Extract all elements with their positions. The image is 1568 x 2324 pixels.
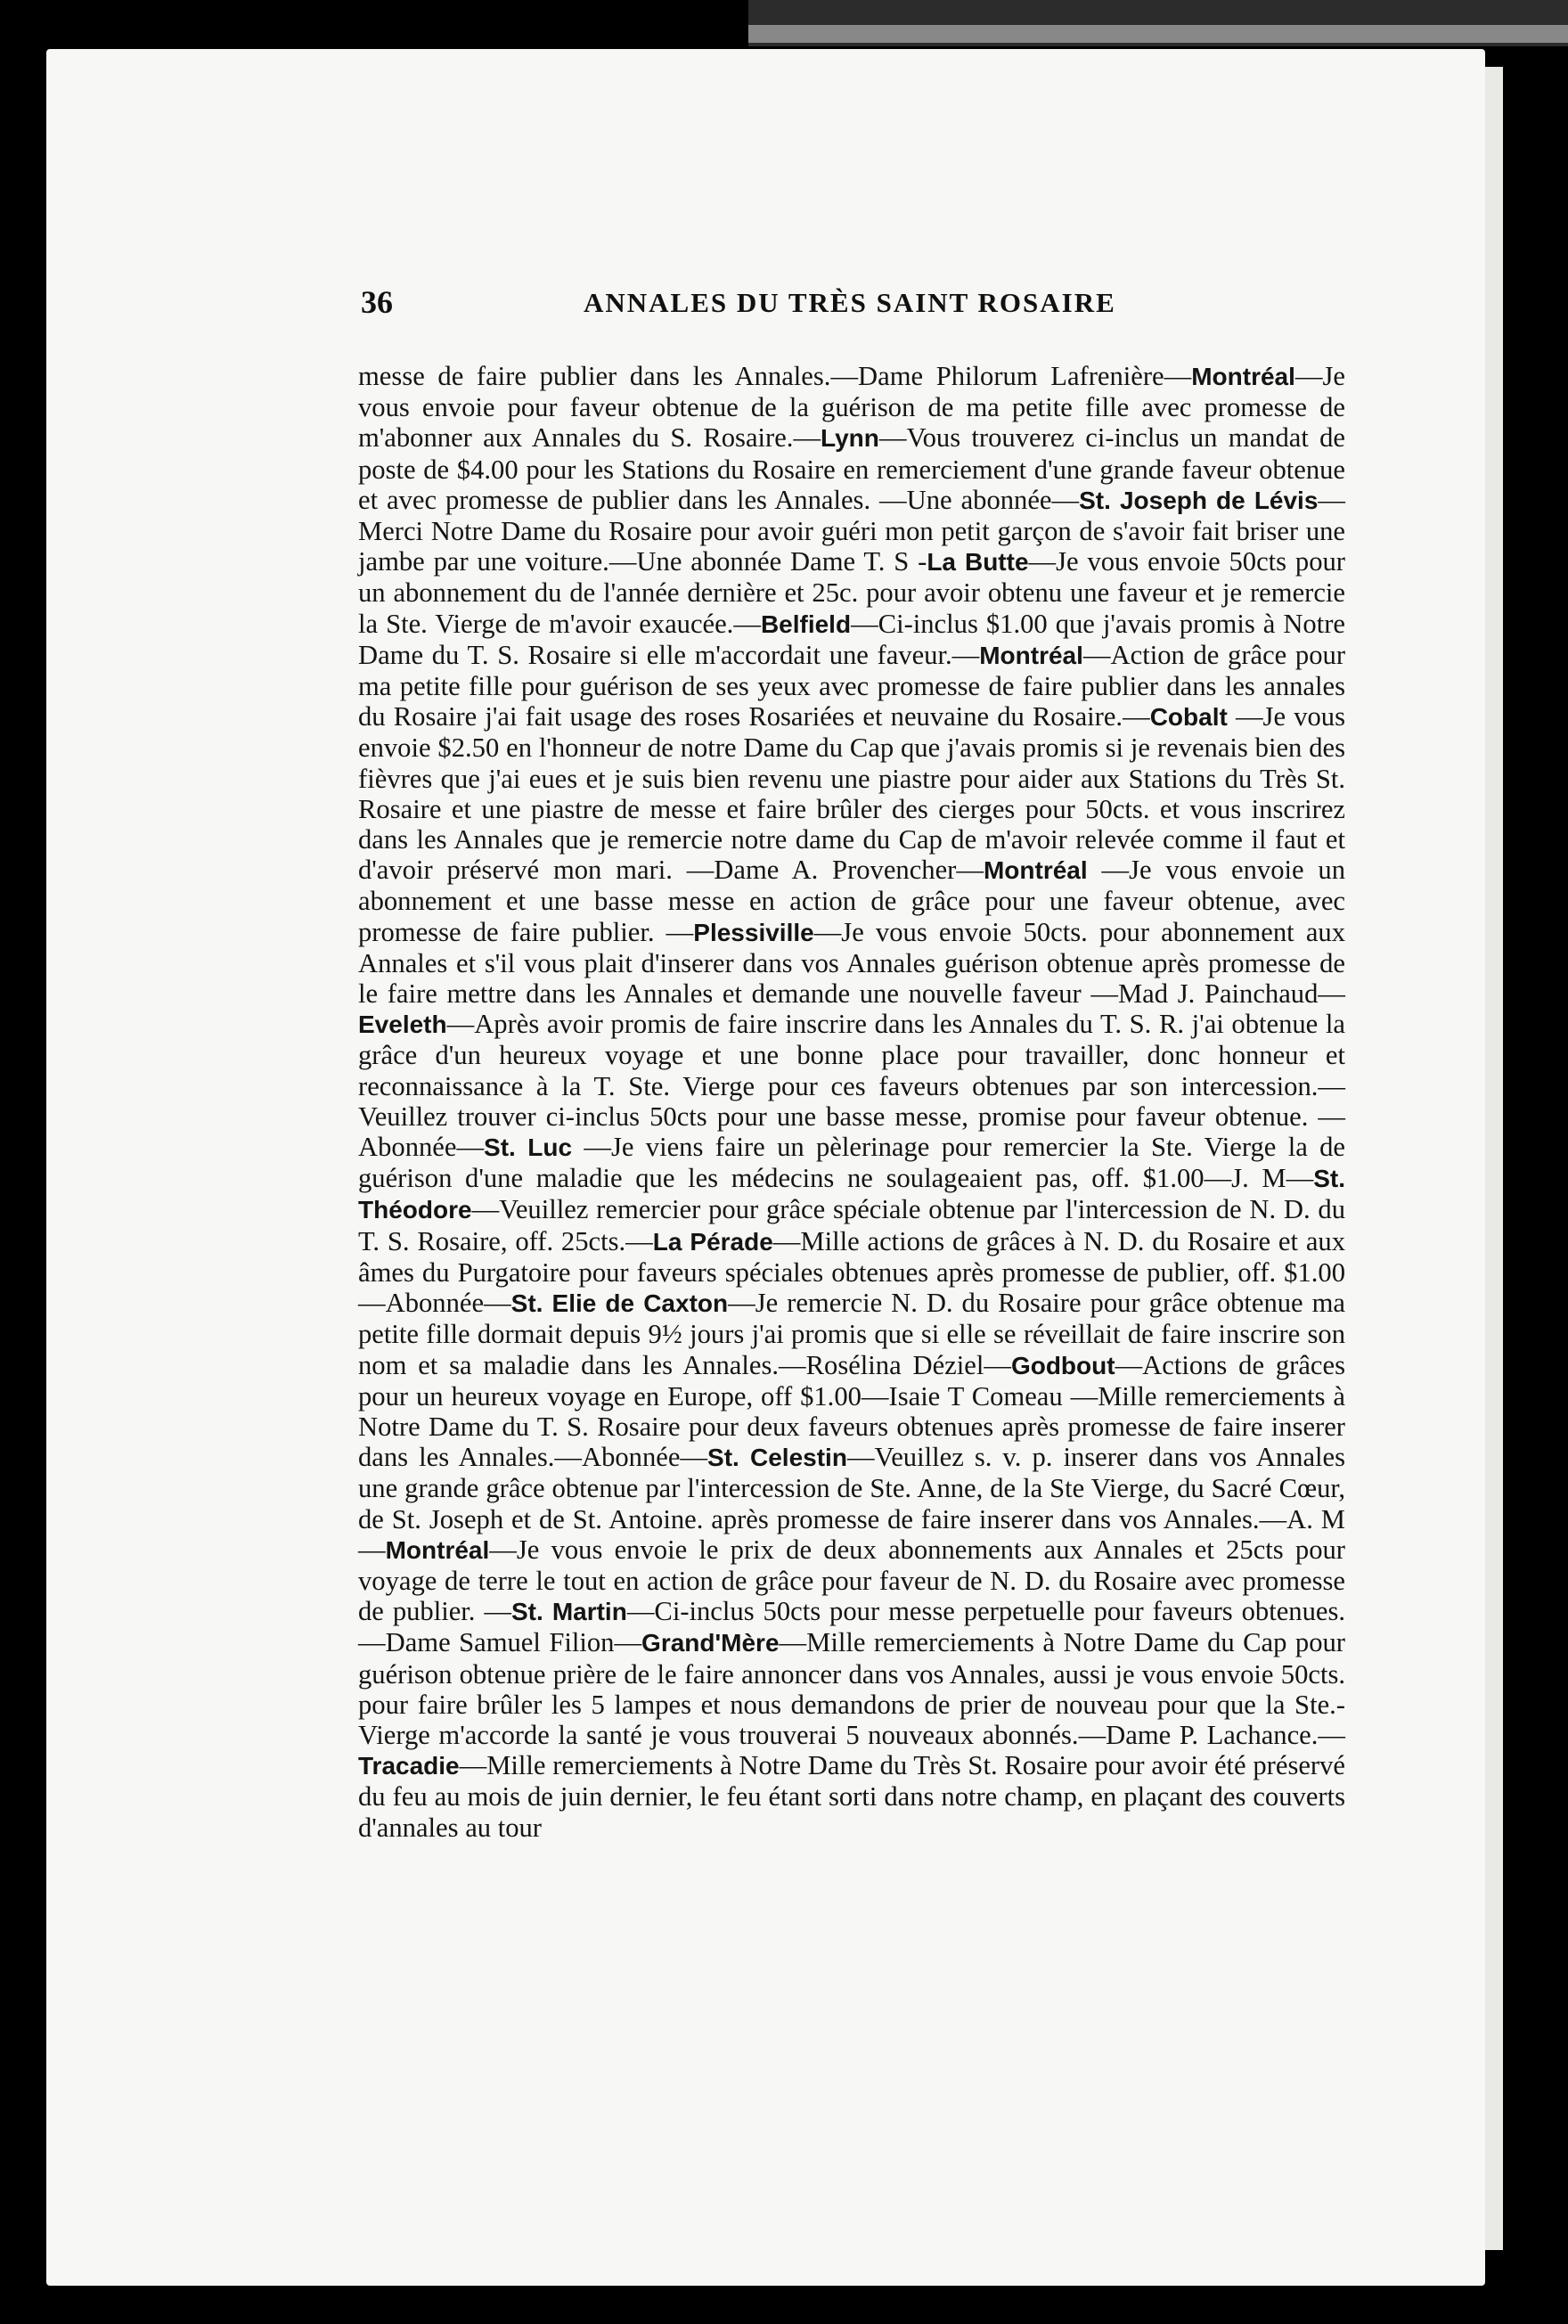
text-run: —Mille remerciements à Notre Dame du Cap pour guérison obtenue prière de le faire annoncer dans vos Annales, aussi je vous envoie 50cts. pour faire brûler les 5 lampes et nous demandons de prier de nouveau pour que la Ste.-Vierge m'accorde la santé je vous trouverai 5 nouveaux abonnés.—Dame P. Lachance.— — [358, 1627, 1345, 1750]
place-name: Montréal — [983, 856, 1088, 885]
place-name: La Pérade — [652, 1227, 773, 1256]
text-run: —Vous trouverez ci-inclus un mandat de poste de $4.00 pour les Stations du Rosaire en remerciement d'une grande faveur obtenue et avec promesse de publier dans les Annales. —Une abonnée— — [358, 422, 1345, 515]
place-name: Montréal — [979, 641, 1083, 669]
book-spine-highlight — [748, 25, 1568, 43]
text-run: —Ci-inclus 50cts pour messe perpetuelle pour faveurs obtenues.—Dame Samuel Filion— — [358, 1596, 1345, 1658]
place-name: St. Martin — [510, 1598, 627, 1626]
text-run: —Je vous envoie 50cts. pour abonnement aux Annales et s'il vous plait d'inserer dans vos Annales guérison obtenue après promesse de le faire mettre dans les Annales et demande une nouvelle faveur —Mad J. Painchaud— — [358, 916, 1346, 1010]
text-run: — Merci Notre Dame du Rosaire pour avoir guéri mon petit garçon de s'avoir fait briser une jambe par une voiture.—Une abonnée Dame T. S - — [358, 484, 1346, 577]
text-run: messe de faire publier dans les Annales.—Dame Philorum Lafrenière— — [358, 361, 1192, 391]
running-title: ANNALES DU TRÈS SAINT ROSAIRE — [584, 287, 1116, 318]
text-run: —Ci-inclus $1.00 que j'avais promis à Notre Dame du T. S. Rosaire si elle m'accordait une faveur.— — [358, 608, 1345, 670]
place-name: Plessiville — [693, 918, 814, 946]
place-name: St. Théodore — [358, 1165, 1345, 1224]
text-run: —Je remercie N. D. du Rosaire pour grâce obtenue ma petite fille dormait depuis 9½ jours j'ai promis que si elle se réveillait de faire inscrire son nom et sa maladie dans les Annales.—Rosélina Déziel— — [358, 1288, 1345, 1380]
place-name: Cobalt — [1149, 703, 1228, 732]
body-text — [358, 361, 1345, 1843]
page-header — [361, 283, 1354, 328]
text-run: —Je vous envoie 50cts pour un abonnement du de l'année dernière et 25c. pour avoir obtenu une faveur et je remercie la Ste. Vierge de m'avoir exaucée.— — [358, 546, 1345, 639]
place-name: Lynn — [821, 424, 879, 453]
page-number: 36 — [361, 284, 393, 320]
text-run: —Je vous envoie un abonnement et une basse messe en action de grâce pour une faveur obtenue, avec promesse de faire publier. — — [358, 855, 1345, 947]
text-run: —Après avoir promis de faire inscrire dans les Annales du T. S. R. j'ai obtenue la grâce d'un heureux voyage et une bonne place pour travailler, donc honneur et reconnaissance à la T. Ste. Vierge pour ces faveurs obtenues par son intercession.—Veuillez trouver ci-inclus 50cts pour une basse messe, promise pour faveur obtenue. —Abonnée— — [358, 1009, 1345, 1163]
place-name: Eveleth — [358, 1011, 447, 1039]
place-name: Godbout — [1010, 1351, 1115, 1379]
place-name: St. Joseph de Lévis — [1079, 486, 1319, 514]
text-run: —Veuillez remercier pour grâce spéciale obtenue par l'intercession de N. D. du T. S. Rosaire, off. 25cts.— — [358, 1194, 1345, 1256]
place-name: Montréal — [385, 1535, 490, 1564]
place-name: St. Celestin — [707, 1444, 847, 1472]
place-name: St. Luc — [484, 1133, 573, 1162]
text-run: —Je vous envoie $2.50 en l'honneur de notre Dame du Cap que j'avais promis si je revenais bien des fièvres que j'ai eues et je suis bien revenu une piastre pour aider aux Stations du Très St. Rosaire et une piastre de messe et faire brûler des cierges pour 50cts. et vous inscrirez dans les Annales que je remercie notre dame du Cap de m'avoir relevée comme il faut et d'avoir préservé mon mari. —Dame A. Provencher— — [358, 701, 1345, 886]
page-edge — [1485, 67, 1503, 2250]
text-run: —Mille actions de grâces à N. D. du Rosaire et aux âmes du Purgatoire pour faveurs spéciales obtenues après promesse de publier, off. $1.00 —Abonnée— — [358, 1225, 1345, 1319]
place-name: Tracadie — [358, 1752, 460, 1780]
place-name: La Butte — [927, 548, 1029, 577]
text-run: —Veuillez s. v. p. inserer dans vos Annales une grande grâce obtenue par l'intercession de Ste. Anne, de la Ste Vierge, du Sacré Cœur, de St. Joseph et de St. Antoine. après promesse de faire inserer dans vos Annales.—A. M — — [358, 1442, 1346, 1565]
text-run: —Je viens faire un pèlerinage pour remercier la Ste. Vierge la de guérison d'une maladie que les médecins ne soulageaient pas, off. $1.00—J. M— — [358, 1132, 1345, 1194]
place-name: Grand'Mère — [641, 1629, 780, 1657]
text-run: —Action de grâce pour ma petite fille pour guérison de ses yeux avec promesse de faire publier dans les annales du Rosaire j'ai fait usage des roses Rosariées et neuvaine du Rosaire.— — [358, 639, 1346, 732]
place-name: Belfield — [760, 610, 852, 638]
text-run: —Actions de grâces pour un heureux voyage en Europe, off $1.00—Isaie T Comeau —Mille remerciements à Notre Dame du T. S. Rosaire pour deux faveurs obtenues après promesse de faire inserer dans les Annales.—Abonnée— — [358, 1349, 1345, 1473]
place-name: Montréal — [1191, 363, 1295, 390]
text-run: —Je vous envoie pour faveur obtenue de la guérison de ma petite fille avec promesse de m'abonner aux Annales du S. Rosaire.— — [358, 361, 1345, 454]
text-run: —Je vous envoie le prix de deux abonnements aux Annales et 25cts pour voyage de terre le tout en action de grâce pour faveur de N. D. du Rosaire avec promesse de publier. — — [358, 1534, 1345, 1627]
text-run: —Mille remerciements à Notre Dame du Très St. Rosaire pour avoir été préservé du feu au mois de juin dernier, le feu étant sorti dans notre champ, en plaçant des couverts d'annales au tour — [358, 1750, 1345, 1843]
place-name: St. Elie de Caxton — [510, 1289, 729, 1318]
